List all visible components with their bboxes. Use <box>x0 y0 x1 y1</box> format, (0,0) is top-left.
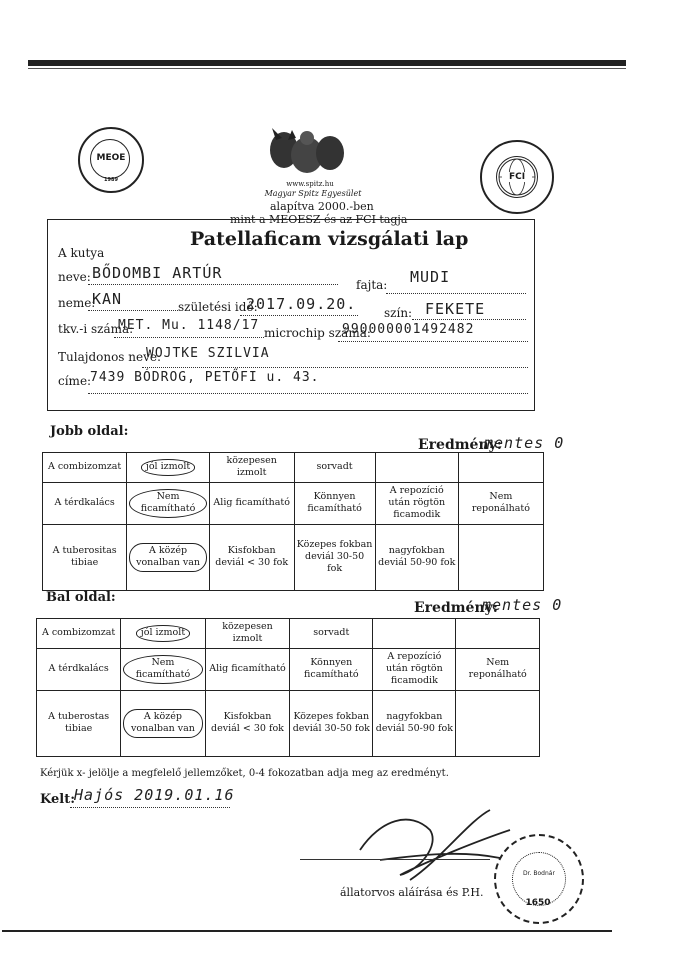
cell: Közepes fokban deviál 30-50 fok <box>294 524 375 590</box>
document-title: Patellaficam vizsgálati lap <box>190 228 469 250</box>
cell: Könnyen ficamítható <box>290 648 373 690</box>
cell: Nem reponálható <box>456 648 540 690</box>
cell: Kisfokban deviál < 30 fok <box>209 524 294 590</box>
cell: A repozíció után rögtön ficamodik <box>373 648 456 690</box>
color-label: szín: <box>384 306 413 320</box>
cell: Alig ficamítható <box>205 648 290 690</box>
cell: nagyfokban deviál 50-90 fok <box>375 524 458 590</box>
date-value: Hajós 2019.01.16 <box>74 786 235 804</box>
cell: A térdkalács <box>37 648 121 690</box>
cell <box>458 524 543 590</box>
owner-value: WOJTKE SZILVIA <box>146 346 270 361</box>
dog-name-line <box>88 283 338 285</box>
cell: közepesen izmolt <box>205 619 290 649</box>
cell: nagyfokban deviál 50-90 fok <box>373 690 456 756</box>
cell: Nem reponálható <box>458 482 543 524</box>
breed-line <box>386 292 526 294</box>
chip-line <box>338 340 528 342</box>
sex-value: KAN <box>92 290 123 308</box>
selected-option: A közép vonalban van <box>123 709 202 738</box>
dog-name-value: BŐDOMBI ARTÚR <box>92 264 223 282</box>
selected-option: Nem ficamítható <box>123 655 202 684</box>
cell: A combizomzat <box>37 619 121 649</box>
bottom-rule <box>2 930 612 932</box>
cell: A tuberostas tibiae <box>37 690 121 756</box>
selected-option: Nem ficamítható <box>129 489 207 518</box>
cell: A tuberositas tibiae <box>43 524 127 590</box>
registry-label: tkv.-i száma: <box>58 322 134 336</box>
top-rule <box>28 60 626 66</box>
cell: Könnyen ficamítható <box>294 482 375 524</box>
address-label: címe: <box>58 374 92 388</box>
top-rule-thin <box>28 68 626 69</box>
cell <box>127 524 210 590</box>
registry-value: MET. Mu. 1148/17 <box>118 318 260 333</box>
right-result-value: mentes 0 <box>484 434 565 452</box>
cell <box>121 648 205 690</box>
cell <box>458 453 543 483</box>
cell: A térdkalács <box>43 482 127 524</box>
selected-option: jól izmolt <box>141 459 195 475</box>
cell: Alig ficamítható <box>209 482 294 524</box>
meoe-seal-center: MEOE <box>96 153 126 163</box>
cell: közepesen izmolt <box>209 453 294 483</box>
sex-label: neme: <box>58 296 96 310</box>
cell <box>456 690 540 756</box>
address-value: 7439 BÓDROG, PETŐFI u. 43. <box>90 370 320 385</box>
signature-label: állatorvos aláírása és P.H. <box>340 886 484 899</box>
signature-line <box>300 858 490 860</box>
spitz-url: www.spitz.hu <box>286 180 334 188</box>
cell <box>456 619 540 649</box>
cell: A repozíció után rögtön ficamodik <box>375 482 458 524</box>
chip-value: 990000001492482 <box>342 322 475 337</box>
left-result-value: mentes 0 <box>482 596 563 614</box>
chip-label: microchip száma: <box>264 326 371 340</box>
instruction-text: Kérjük x- jelölje a megfelelő jellemzőket, 0-4 fokozatban adja meg az eredményt. <box>40 768 449 779</box>
selected-option: jól izmolt <box>136 625 190 641</box>
left-result-label: Eredmény: <box>414 600 498 616</box>
right-result-label: Eredmény: <box>418 437 502 453</box>
spitz-logo <box>262 120 352 180</box>
meoe-seal <box>78 127 144 193</box>
date-line <box>70 806 230 808</box>
breed-value: MUDI <box>410 268 451 286</box>
cell <box>375 453 458 483</box>
registry-line <box>114 336 264 338</box>
left-side-title: Bal oldal: <box>46 590 116 605</box>
color-line <box>412 318 526 320</box>
fci-seal <box>480 140 554 214</box>
vet-stamp-center: Dr. Bodnár <box>523 870 555 877</box>
vet-stamp <box>494 834 584 924</box>
sex-line <box>88 309 178 311</box>
cell <box>127 482 210 524</box>
cell <box>121 619 205 649</box>
membership-text: mint a MEOESZ és az FCI tagja <box>230 213 408 226</box>
cell: Közepes fokban deviál 30-50 fok <box>290 690 373 756</box>
dob-label: születési idő: <box>178 300 258 314</box>
owner-line <box>142 366 528 368</box>
right-side-table <box>42 452 544 591</box>
left-side-table <box>36 618 540 757</box>
right-side-title: Jobb oldal: <box>50 424 129 439</box>
cell <box>373 619 456 649</box>
vet-stamp-year: 1650 <box>525 898 551 908</box>
dob-value: 2017.09.20. <box>246 295 357 313</box>
selected-option: A közép vonalban van <box>129 543 207 572</box>
dog-name-label: neve: <box>58 270 91 284</box>
fci-seal-center: FCI <box>502 172 532 182</box>
breed-label: fajta: <box>356 278 388 292</box>
address-line <box>88 392 528 394</box>
cell: sorvadt <box>294 453 375 483</box>
owner-label: Tulajdonos neve: <box>58 350 162 364</box>
dob-line <box>240 314 358 316</box>
founded-text: alapítva 2000.-ben <box>270 200 374 213</box>
spitz-org-name: Magyar Spitz Egyesület <box>264 189 362 198</box>
cell <box>121 690 205 756</box>
cell: sorvadt <box>290 619 373 649</box>
meoe-seal-year: 1989 <box>104 177 118 183</box>
color-value: FEKETE <box>425 300 486 318</box>
date-label: Kelt: <box>40 792 76 807</box>
cell: Kisfokban deviál < 30 fok <box>205 690 290 756</box>
dog-section-label: A kutya <box>58 246 105 260</box>
cell: A combizomzat <box>43 453 127 483</box>
cell <box>127 453 210 483</box>
